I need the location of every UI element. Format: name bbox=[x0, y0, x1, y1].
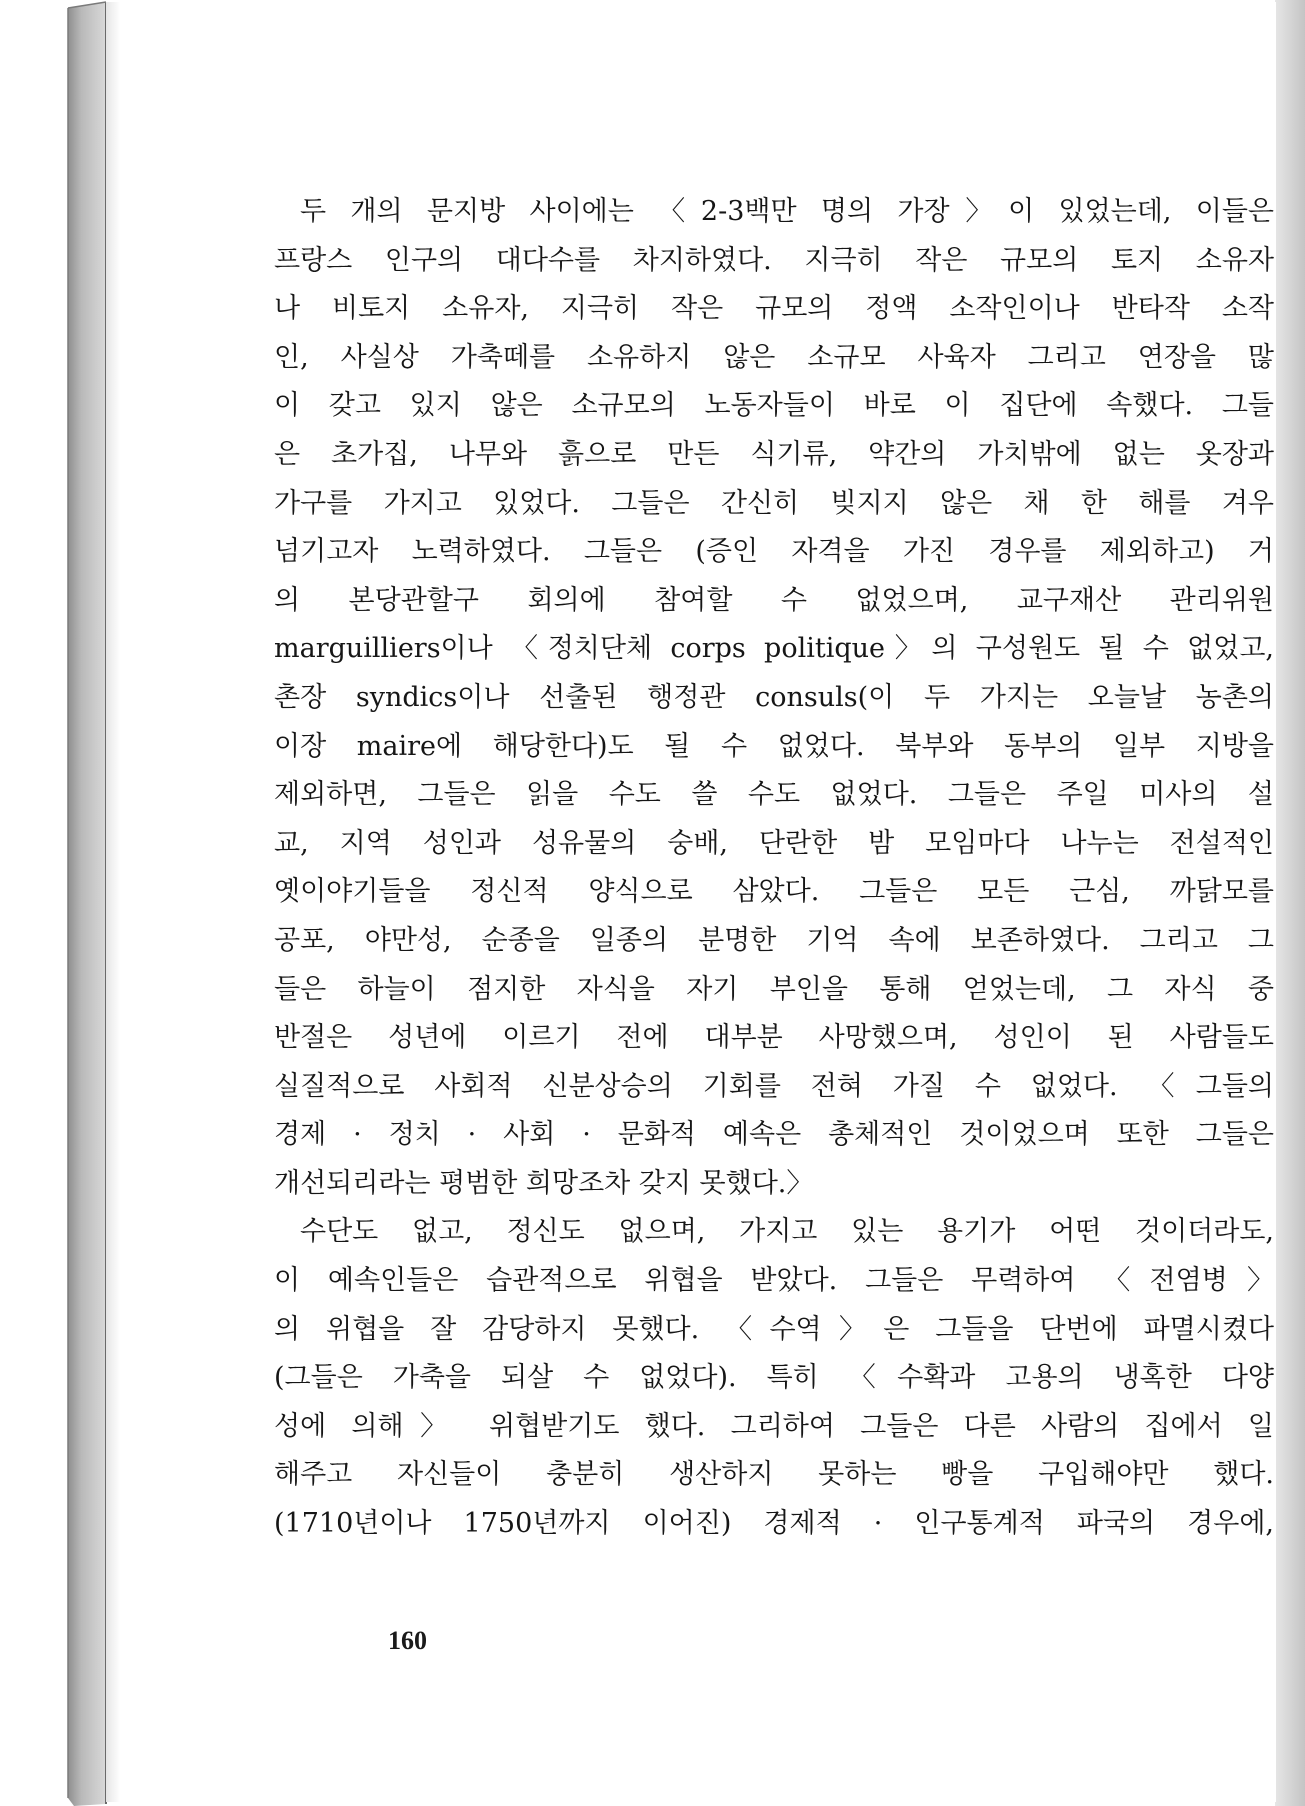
text-line: 인, 사실상 가축떼를 소유하지 않은 소규모 사육자 그리고 연장을 많 bbox=[274, 341, 1274, 373]
text-line: 반절은 성년에 이르기 전에 대부분 사망했으며, 성인이 된 사람들도 bbox=[274, 1022, 1274, 1054]
text-line: 의 본당관할구 회의에 참여할 수 없었으며, 교구재산 관리위원 bbox=[274, 584, 1274, 616]
text-line: marguilliers이나 〈정치단체 corps politique〉의 구성원도 될 수 없었고, bbox=[274, 633, 1274, 665]
text-line: 의 위협을 잘 감당하지 못했다. 〈수역〉은 그들을 단번에 파멸시켰다 bbox=[274, 1313, 1274, 1345]
right-shadow bbox=[1275, 0, 1305, 1806]
text-line: 경제 · 정치 · 사회 · 문화적 예속은 총체적인 것이었으며 또한 그들은 bbox=[274, 1119, 1274, 1151]
text-line: (1710년이나 1750년까지 이어진) 경제적 · 인구통계적 파국의 경우에, bbox=[274, 1508, 1274, 1540]
text-line: 실질적으로 사회적 신분상승의 기회를 전혀 가질 수 없었다. 〈그들의 bbox=[274, 1070, 1274, 1102]
text-line: 이 예속인들은 습관적으로 위협을 받았다. 그들은 무력하여 〈전염병〉 bbox=[274, 1265, 1274, 1297]
text-line: 공포, 야만성, 순종을 일종의 분명한 기억 속에 보존하였다. 그리고 그 bbox=[274, 924, 1274, 956]
text-line: 두 개의 문지방 사이에는 〈2-3백만 명의 가장〉이 있었는데, 이들은 bbox=[300, 196, 1274, 227]
text-line: 옛이야기들을 정신적 양식으로 삼았다. 그들은 모든 근심, 까닭모를 bbox=[274, 876, 1274, 908]
text-line: 프랑스 인구의 대다수를 차지하였다. 지극히 작은 규모의 토지 소유자 bbox=[274, 244, 1274, 276]
text-line: 가구를 가지고 있었다. 그들은 간신히 빚지지 않은 채 한 해를 겨우 bbox=[274, 487, 1274, 519]
text-line: 넘기고자 노력하였다. 그들은 (증인 자격을 가진 경우를 제외하고) 거 bbox=[274, 536, 1274, 568]
text-line: 은 초가집, 나무와 흙으로 만든 식기류, 약간의 가치밖에 없는 옷장과 bbox=[274, 438, 1274, 470]
text-line: 교, 지역 성인과 성유물의 숭배, 단란한 밤 모임마다 나누는 전설적인 bbox=[274, 827, 1274, 859]
text-line: 개선되리라는 평범한 희망조차 갖지 못했다.〉 bbox=[274, 1167, 814, 1199]
text-line: 수단도 없고, 정신도 없으며, 가지고 있는 용기가 어떤 것이더라도, bbox=[300, 1216, 1274, 1248]
page-number: 160 bbox=[388, 1626, 427, 1655]
text-line: 해주고 자신들이 충분히 생산하지 못하는 빵을 구입해야만 했다. bbox=[274, 1459, 1274, 1491]
text-line: (그들은 가축을 되살 수 없었다). 특히 〈수확과 고용의 냉혹한 다양 bbox=[274, 1362, 1274, 1394]
text-line: 들은 하늘이 점지한 자식을 자기 부인을 통해 얻었는데, 그 자식 중 bbox=[274, 973, 1274, 1005]
text-line: 성에 의해〉 위협받기도 했다. 그리하여 그들은 다른 사람의 집에서 일 bbox=[274, 1410, 1274, 1442]
text-line: 이장 maire에 해당한다)도 될 수 없었다. 북부와 동부의 일부 지방을 bbox=[274, 730, 1274, 762]
text-line: 촌장 syndics이나 선출된 행정관 consuls(이 두 가지는 오늘날 농촌의 bbox=[274, 681, 1274, 713]
text-line: 이 갖고 있지 않은 소규모의 노동자들이 바로 이 집단에 속했다. 그들 bbox=[274, 390, 1274, 422]
text-line: 제외하면, 그들은 읽을 수도 쓸 수도 없었다. 그들은 주일 미사의 설 bbox=[274, 779, 1274, 811]
book-page bbox=[106, 2, 1276, 1802]
body-text bbox=[274, 188, 1274, 1549]
text-line: 나 비토지 소유자, 지극히 작은 규모의 정액 소작인이나 반타작 소작 bbox=[274, 293, 1274, 325]
